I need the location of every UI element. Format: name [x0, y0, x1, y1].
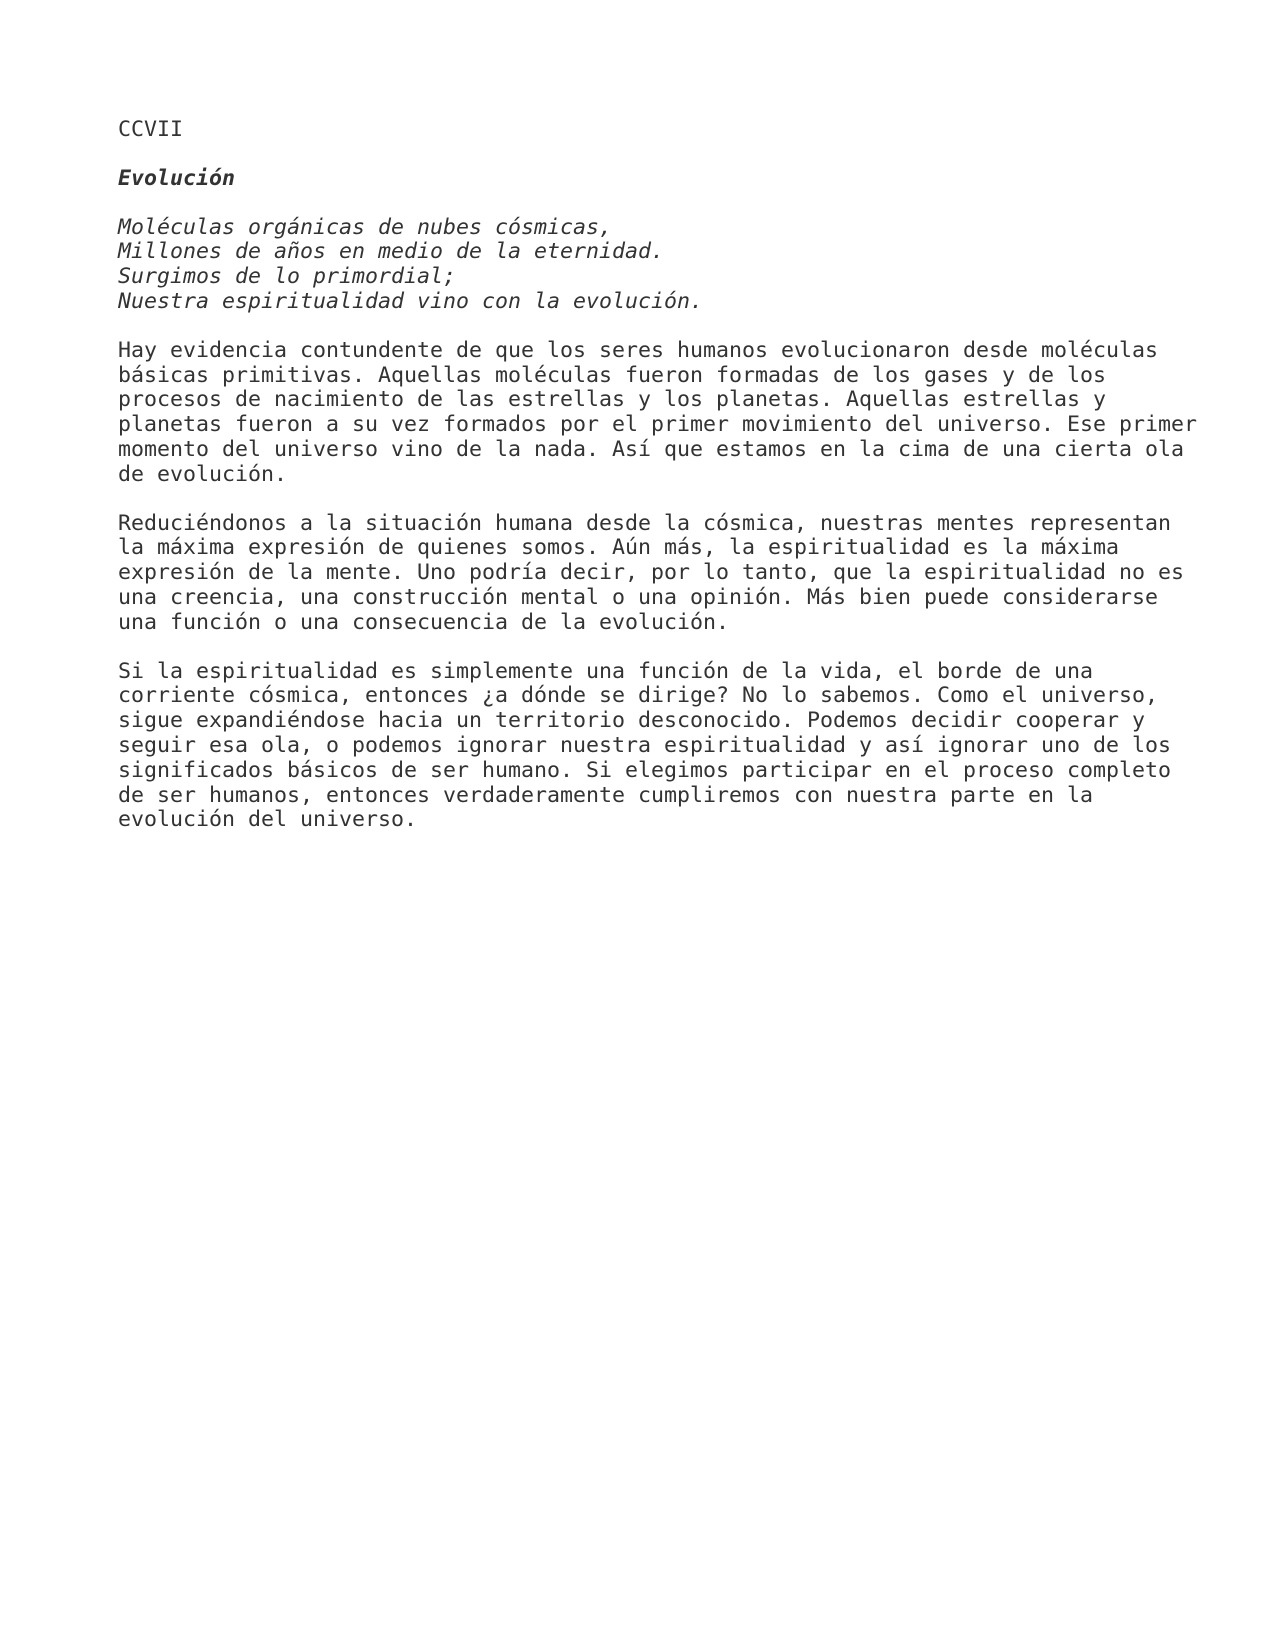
verse-line: Millones de años en medio de la eternidad. [118, 239, 665, 265]
paragraph-line: sigue expandiéndose hacia un territorio desconocido. Podemos decidir cooperar y [118, 708, 1146, 734]
document-body [118, 118, 1198, 833]
paragraph-line: una creencia, una construcción mental o una opinión. Más bien puede considerarse [118, 584, 1159, 610]
paragraph-line: Reduciéndonos a la situación humana desde la cósmica, nuestras mentes representan [118, 510, 1172, 536]
paragraph-line: momento del universo vino de la nada. Así que estamos en la cima de una cierta ola [118, 436, 1185, 462]
paragraph-line: una función o una consecuencia de la evolución. [118, 609, 730, 635]
paragraph-line: la máxima expresión de quienes somos. Aún más, la espiritualidad es la máxima [118, 535, 1120, 561]
body-paragraph-3 [118, 660, 1198, 834]
verse-line: Moléculas orgánicas de nubes cósmicas, [118, 214, 613, 240]
body-paragraph-1 [118, 339, 1198, 488]
paragraph-line: significados básicos de ser humano. Si elegimos participar en el proceso completo [118, 757, 1172, 783]
paragraph-line: planetas fueron a su vez formados por el primer movimiento del universo. Ese primer [118, 412, 1198, 438]
paragraph-line: procesos de nacimiento de las estrellas y los planetas. Aquellas estrellas y [118, 387, 1107, 413]
paragraph-line: básicas primitivas. Aquellas moléculas fueron formadas de los gases y de los [118, 362, 1107, 388]
verse-line: Surgimos de lo primordial; [118, 264, 457, 290]
paragraph-line: Si la espiritualidad es simplemente una función de la vida, el borde de una [118, 658, 1094, 684]
verse-line: Nuestra espiritualidad vino con la evolución. [118, 288, 704, 314]
chapter-numeral: CCVII [118, 117, 184, 142]
paragraph-line: expresión de la mente. Uno podría decir, por lo tanto, que la espiritualidad no es [118, 560, 1185, 586]
paragraph-line: evolución del universo. [118, 807, 418, 833]
epigraph-verse [118, 216, 1198, 315]
paragraph-line: corriente cósmica, entonces ¿a dónde se dirige? No lo sabemos. Como el universo, [118, 683, 1159, 709]
paragraph-line: de ser humanos, entonces verdaderamente cumpliremos con nuestra parte en la [118, 782, 1094, 808]
chapter-title: Evolución [118, 165, 236, 191]
paragraph-line: de evolución. [118, 461, 288, 487]
body-paragraph-2 [118, 512, 1198, 636]
paragraph-line: seguir esa ola, o podemos ignorar nuestra espiritualidad y así ignorar uno de los [118, 732, 1172, 758]
paragraph-line: Hay evidencia contundente de que los seres humanos evolucionaron desde moléculas [118, 337, 1159, 363]
